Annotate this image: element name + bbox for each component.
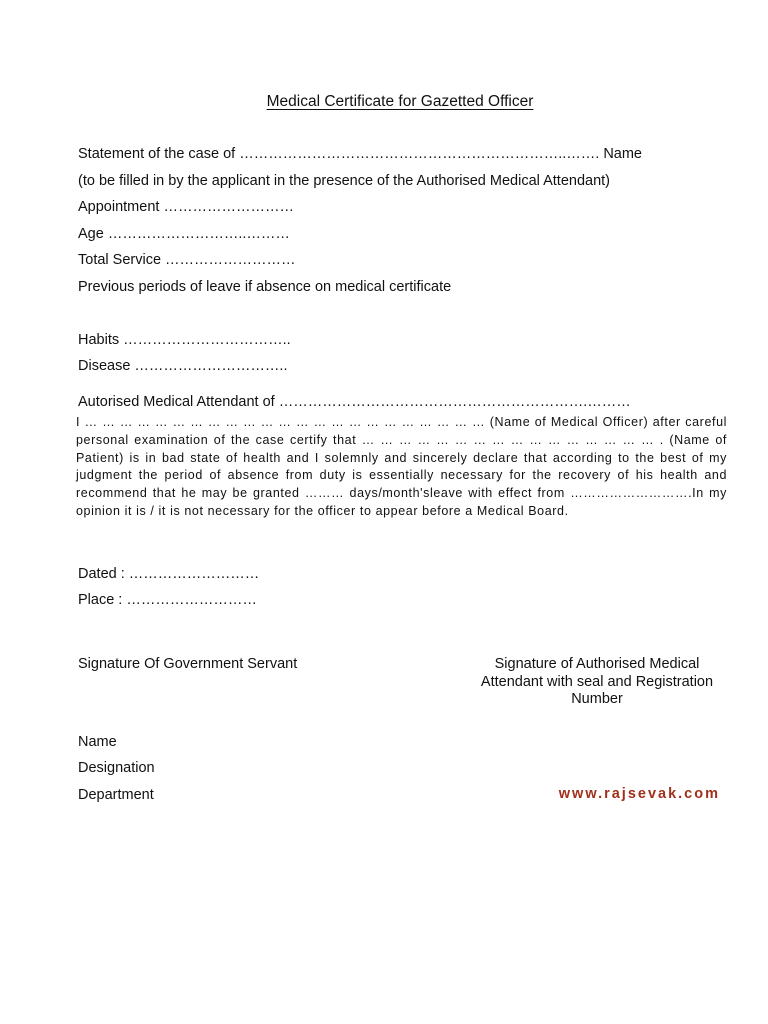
place-line: Place : ………………………: [78, 592, 257, 608]
designation-label: Designation: [78, 760, 155, 776]
certification-paragraph: I … … … … … … … … … … … … … … … … … … … … … … … (Name of Medical Officer) after careful personal examination of the case certify that … … … … … … … … … … … … … … … … . (Name of Patient) is in bad state of health and I solemnly and sincerely declare that according to the best of my judgment the period of absence from duty is essentially necessary for the recovery of his health and recommend that he may be granted ……… days/month'sleave with effect from ……………………….In my opinion it is / it is not necessary for the officer to appear before a Medical Board.: [76, 415, 727, 518]
instruction-line: (to be filled in by the applicant in the presence of the Authorised Medical Attendant): [78, 173, 611, 189]
document-title-text: Medical Certificate for Gazetted Officer: [266, 93, 534, 110]
age-line: Age ………………………..………: [78, 226, 290, 242]
dated-line: Dated : ………………………: [78, 566, 260, 582]
attendant-line: Autorised Medical Attendant of ……………………………………………………….………: [78, 394, 631, 410]
name-label: Name: [78, 734, 117, 750]
website-link[interactable]: www.rajsevak.com: [558, 786, 720, 802]
previous-leave-line: Previous periods of leave if absence on medical certificate: [78, 279, 452, 295]
total-service-line: Total Service ………………………: [78, 252, 296, 268]
government-servant-signature-label: Signature Of Government Servant: [78, 656, 298, 672]
habits-line: Habits ……………………………..: [78, 332, 291, 348]
disease-line: Disease …………………………..: [78, 358, 288, 374]
statement-line: Statement of the case of …………………………………………………………..……. Name: [78, 146, 642, 162]
department-label: Department: [78, 787, 154, 803]
document-title: [0, 93, 768, 111]
medical-attendant-signature-label: Signature of Authorised Medical Attendant with seal and Registration Number: [480, 656, 714, 707]
appointment-line: Appointment ………………………: [78, 199, 294, 215]
